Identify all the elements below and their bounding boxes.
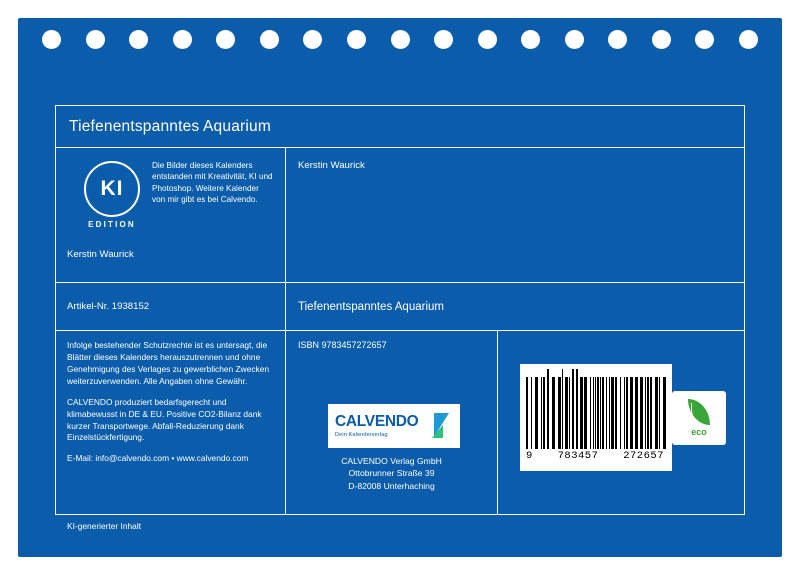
punch-hole <box>434 30 453 49</box>
punch-hole <box>478 30 497 49</box>
article-row <box>56 283 744 331</box>
article-number-cell <box>56 283 286 330</box>
ean-barcode <box>520 364 672 471</box>
legal-paragraph-1: Infolge bestehender Schutzrechte ist es untersagt, die Blätter dieses Kalenders herauszutrennen und ohne Genehmigung des Verlages zu gewerblichen Zwecken weiterzuverwenden. Alle Angaben ohne Gewähr. <box>67 340 270 386</box>
publisher-city: D-82008 Unterhaching <box>348 480 435 491</box>
title-repeat-cell <box>286 283 744 330</box>
punch-hole <box>391 30 410 49</box>
ki-edition-badge <box>78 161 146 229</box>
legal-paragraph-2: CALVENDO produziert bedarfsgerecht und klimabewusst in DE & EU. Positive CO2-Bilanz dank kurzer Transportwege. Abfall-Reduzierung dank Einzelstückfertigung. <box>67 396 262 443</box>
calvendo-tagline: Dein Kalenderverlag <box>335 431 388 438</box>
punch-hole <box>652 30 671 49</box>
ki-monogram: KI <box>84 161 140 217</box>
barcode-group-2: 272657 <box>623 450 664 462</box>
punch-hole <box>739 30 758 49</box>
ai-content-note: KI-generierter Inhalt <box>67 521 142 531</box>
page-title: Tiefenentspanntes Aquarium <box>69 117 271 135</box>
publisher-address <box>286 455 497 492</box>
calvendo-wordmark: CALVENDO <box>335 413 419 431</box>
calvendo-logo-text <box>332 414 430 438</box>
info-frame <box>55 105 745 531</box>
punch-hole-row <box>18 18 782 62</box>
isbn-text: ISBN 9783457272657 <box>298 340 387 350</box>
punch-hole <box>129 30 148 49</box>
barcode-lead-digit: 9 <box>526 450 533 462</box>
punch-hole <box>173 30 192 49</box>
footer-row <box>56 331 744 531</box>
credits-row <box>56 148 744 283</box>
barcode-gap <box>666 377 668 449</box>
barcode-bars <box>526 369 666 449</box>
publisher-cell <box>286 331 498 514</box>
credits-left-cell <box>56 148 286 282</box>
punch-hole <box>216 30 235 49</box>
eco-label: eco <box>691 427 707 437</box>
article-number: Artikel-Nr. 1938152 <box>67 301 150 312</box>
punch-hole <box>521 30 540 49</box>
punch-hole <box>565 30 584 49</box>
punch-hole <box>695 30 714 49</box>
barcode-digits <box>526 449 666 462</box>
punch-hole <box>86 30 105 49</box>
ki-edition-label: EDITION <box>88 220 136 229</box>
punch-hole <box>303 30 322 49</box>
punch-hole <box>42 30 61 49</box>
punch-hole <box>608 30 627 49</box>
calvendo-logo <box>328 404 460 448</box>
ki-note-text: Die Bilder dieses Kalenders entstanden mit Kreativität, KI und Photoshop. Weitere Kalender von mir gibt es bei Calvendo. <box>152 161 273 204</box>
contact-line: E-Mail: info@calvendo.com • www.calvendo.com <box>67 453 249 464</box>
punch-hole <box>260 30 279 49</box>
publisher-name: CALVENDO Verlag GmbH <box>341 456 442 466</box>
publisher-street: Ottobrunner Straße 39 <box>348 468 435 479</box>
leaf-icon <box>688 399 710 425</box>
title-band <box>56 106 744 148</box>
sail-icon <box>430 411 454 441</box>
punch-hole <box>347 30 366 49</box>
credits-right-cell <box>286 148 744 282</box>
barcode-group-1: 783457 <box>557 450 599 462</box>
title-repeat: Tiefenentspanntes Aquarium <box>298 300 444 313</box>
barcode-cell <box>498 331 744 514</box>
author-name: Kerstin Waurick <box>67 249 134 260</box>
eco-badge <box>672 391 726 445</box>
author-name-secondary: Kerstin Waurick <box>298 160 365 171</box>
legal-cell <box>56 331 286 531</box>
